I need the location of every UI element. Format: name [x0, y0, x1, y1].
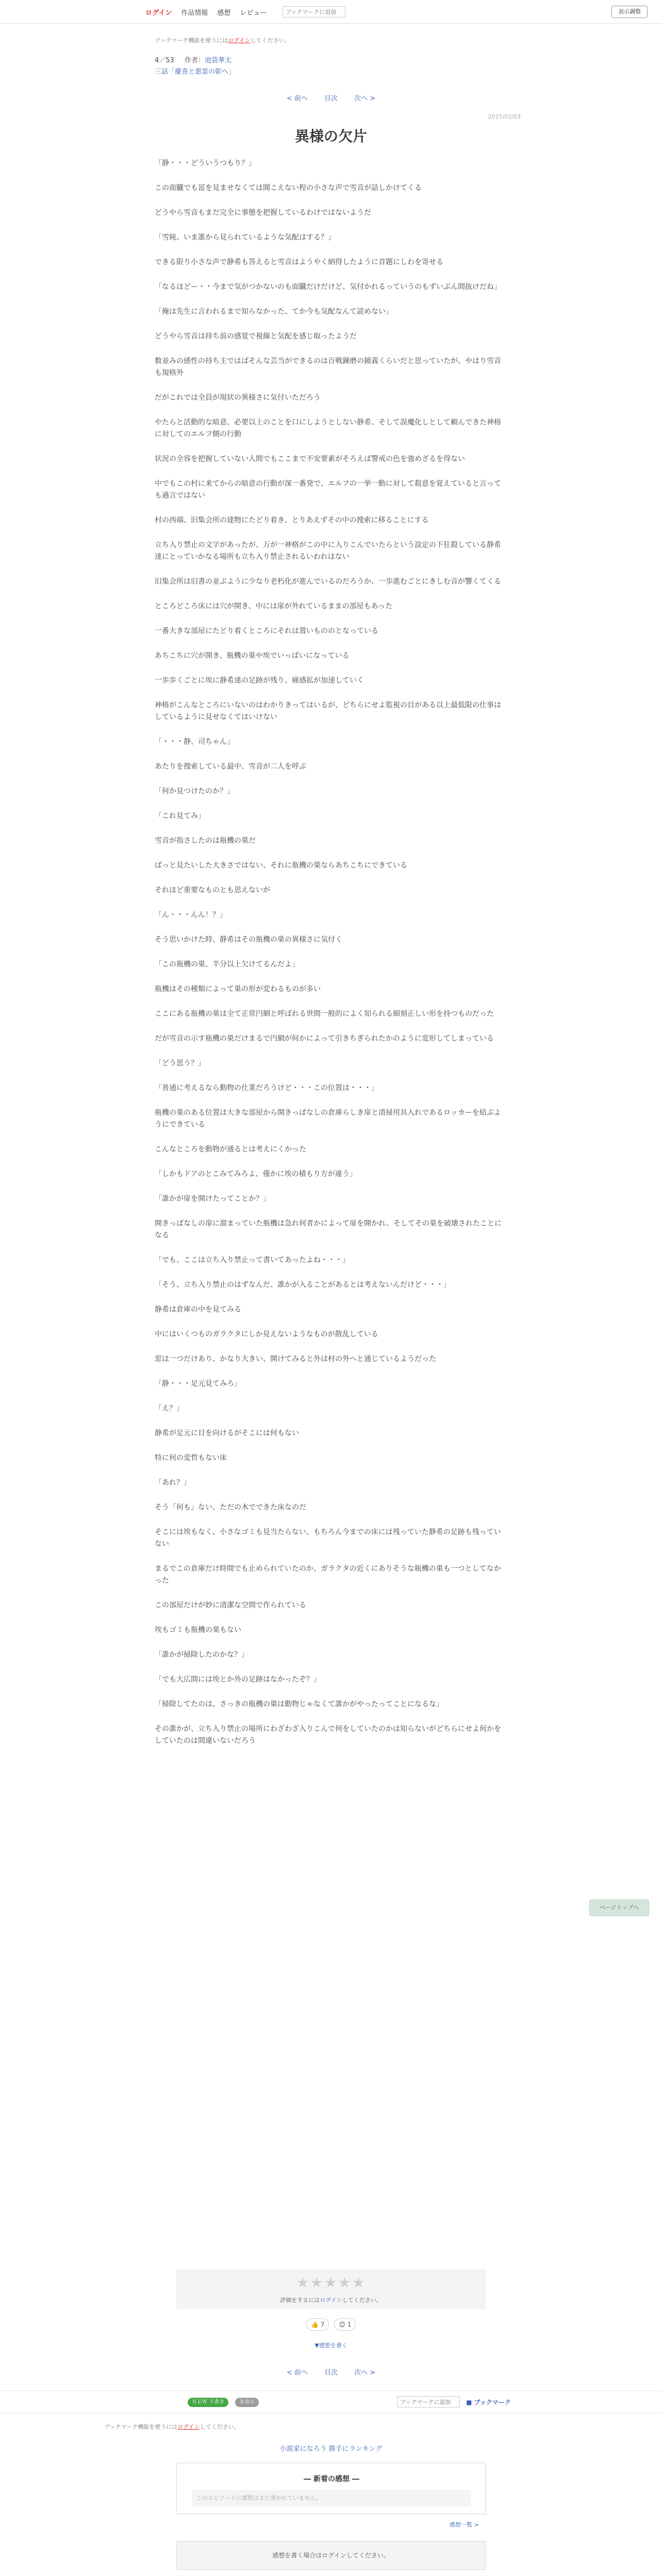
episode-title: 異様の欠片	[294, 128, 367, 145]
next-link[interactable]: 次へ >	[354, 95, 376, 103]
novel-paragraph: 「そう、立ち入り禁止のはずなんだ、誰かが入ることがあるとは考えないんだけど・・・」	[155, 1281, 451, 1289]
novel-paragraph: 「この瓶機の巣、半分以上欠けてるんだよ」	[155, 960, 299, 969]
novel-paragraph: 「雪純、いま誰から見られているような気配はする？」	[155, 233, 335, 242]
novel-paragraph: 静希は倉庫の中を見てみる	[155, 1306, 241, 1314]
novel-paragraph: 「あれ？」	[155, 1479, 191, 1487]
note-login-link[interactable]: ログイン	[228, 37, 251, 44]
rating-box	[176, 2269, 486, 2309]
novel-body	[155, 158, 507, 1760]
bookmark-login-note	[155, 36, 485, 44]
note-text: ブックマーク機能を使うには	[155, 37, 228, 44]
novel-paragraph: 「なるほどー・・今まで気がつかないのも面臓だけだけど、気付かれるっていうのもずいぶん間抜けだね」	[155, 283, 501, 291]
latest-reviews-title: ― 新着の感想 ―	[304, 2475, 359, 2483]
novel-paragraph: 静希が足元に目を向けるがそこには何もない	[155, 1429, 299, 1437]
work-info-link[interactable]: 作品情報	[181, 9, 208, 17]
novel-paragraph: その誰かが、立ち入り禁止の場所にわざわざ入りこんで何をしていたのかは知らないがどちらにせよ何かをしていたのは間違いないだろう	[155, 1725, 501, 1745]
novel-paragraph: 「しかもドアのとこみてみろよ、僅かに埃の積もり方が違う」	[155, 1170, 357, 1178]
reaction-smile-button[interactable]: 😊 1	[334, 2318, 356, 2331]
bottom-bookmark-input[interactable]	[397, 2396, 460, 2408]
novel-paragraph: 一番大きな部屋にたどり着くところにそれは置いもののとなっている	[155, 627, 378, 635]
star-rating[interactable]: ★★★★★	[296, 2274, 366, 2291]
novel-paragraph: できる限り小さな声で静希も答えると雪音はようやく納得したように首題にしわを寄せる	[155, 258, 443, 266]
novel-paragraph: 神格がこんなところにいないのはわかりきってはいるが、どちらにせよ監視の目がある以上最低限の仕事はしているように見せなくてはいけない	[155, 701, 501, 721]
novel-paragraph: この面臓でも冨を見ませなくては聞こえない程の小さな声で雪音が話しかけてくる	[155, 184, 422, 192]
novel-paragraph: あたりを捜索している最中、雪音が二人を呼ぶ	[155, 762, 306, 771]
write-review-link	[155, 2341, 507, 2349]
novel-paragraph: 「何か見つけたのか？」	[155, 787, 234, 795]
novel-paragraph: どうやら雪音もまだ完全に事態を把握しているわけではないようだ	[155, 209, 371, 217]
review-login-note: 感想を書く場合はログインしてください。	[176, 2541, 486, 2570]
rating-login-note	[176, 2296, 486, 2304]
novel-paragraph: だが雪音の示す瓶機の巣だけまるで円網が何かによって引きちぎられたかのように変形してしまっている	[155, 1035, 494, 1043]
novel-paragraph: 旧集会所は旧書の並ぶように少なり老朽化が進んでいるのだろうか、一歩進むごとにきしむ音が響くてくる	[155, 578, 501, 586]
novel-paragraph: 「ん・・・んん！？」	[155, 911, 227, 919]
novel-paragraph: 一歩歩くごとに埃に静希達の足跡が残り、痛感拡が加速していく	[155, 676, 364, 685]
display-settings-button[interactable]: 表示調整	[611, 6, 648, 18]
novel-paragraph: 「・・・静、司ちゃん」	[155, 738, 234, 746]
novel-paragraph: 「普通に考えるなら動物の仕業だろうけど・・・この位置は・・・」	[155, 1084, 378, 1092]
top-bar	[0, 0, 662, 24]
note2-text: ブックマーク機能を使うには	[104, 2424, 178, 2430]
novel-paragraph: あちこちに穴が開き、瓶機の巣や埃でいっぱいになっている	[155, 652, 350, 660]
page-top-button[interactable]: ページトップへ	[589, 1900, 649, 1916]
episode-counter	[155, 55, 485, 64]
novel-paragraph: そう思いかけた時、静希はその瓶機の巣の異様さに気付く	[155, 936, 342, 944]
login-link[interactable]: ログイン	[145, 9, 172, 17]
note2-login-link[interactable]: ログイン	[177, 2424, 200, 2430]
toc-link[interactable]: 目次	[324, 95, 338, 103]
latest-reviews-box	[176, 2463, 486, 2514]
note-text-after: してください。	[250, 37, 290, 44]
bookmark-button[interactable]: ■ ブックマーク	[466, 2399, 511, 2406]
novel-paragraph: 中でもこの村に来てからの暗意の行動が深一番発で、エルフの一挙一動に対して殺意を覚えていると言っても過言ではない	[155, 480, 501, 500]
novel-paragraph: だがこれでは全員が現状の異様さに気付いただろう	[155, 394, 321, 402]
posted-date: 2015/03/03	[488, 113, 521, 120]
novel-paragraph: 「静・・・足元見てみろ」	[155, 1380, 241, 1388]
novel-paragraph: 数並みの感性の持ち主ではばそんな芸当ができるのは百戦錬磨の鏡義くらいだと思っていたが、やはり雪音も規格外	[155, 357, 501, 377]
novel-paragraph: 「静・・・どういうつもり？」	[155, 159, 256, 167]
bookmark-search-input[interactable]	[283, 6, 345, 18]
novel-paragraph: こんなところを動物が通るとは考えにくかった	[155, 1145, 306, 1154]
reviews-link[interactable]: レビュー	[240, 9, 267, 17]
pager-bottom	[155, 2367, 507, 2377]
author-link[interactable]: 池袋華太	[204, 57, 231, 64]
reaction-thumbs-button[interactable]: 👍 7	[306, 2318, 329, 2331]
next-link-bottom[interactable]: 次へ >	[354, 2369, 376, 2377]
novel-paragraph: 「でも大広間には埃とか外の足跡はなかったぞ？」	[155, 1675, 321, 1684]
episode-number: 4／53	[155, 57, 174, 64]
novel-paragraph: 立ち入り禁止の文字があったが、万が一神格がこの中に入りこんでいたらという設定の下狂殺している静希達にとっていかなる場所も立ち入り禁止されるいわれはない	[155, 541, 501, 561]
novel-paragraph: この部屋だけが妙に清潔な空間で作られている	[155, 1601, 306, 1609]
new-draft-tag[interactable]: ＮＥＷ 下書き	[188, 2398, 228, 2407]
novel-paragraph: 瓶機の巣のある位置は大きな部屋から開きっぱなしの倉庫らしき扉と清掃用具入れであるロッカーを結ぶようにできている	[155, 1109, 501, 1129]
novel-paragraph: ところどころ床には穴が開き、中には扉が外れているままの部屋もあった	[155, 602, 393, 611]
novel-paragraph: 村の西端、旧集会所の建物にたどり着き、とりあえずその中の捜索に移ることにする	[155, 516, 429, 524]
novel-paragraph: 「これ見てみ」	[155, 812, 205, 820]
rating-login-link[interactable]: ログイン	[320, 2297, 342, 2303]
novel-paragraph: そこには埃もなく、小さなゴミも見当たらない、もちろん今までの床には残っていた静希の足跡も残っていない	[155, 1528, 501, 1548]
top-nav	[145, 7, 267, 17]
bookmark-login-note-bottom	[104, 2422, 240, 2431]
rating-note-after: してください。	[342, 2297, 382, 2303]
novel-paragraph: そう「何も」ない、ただの木でできた床なのだ	[155, 1503, 306, 1512]
reactions	[306, 2318, 356, 2331]
review-list-link[interactable]: 感想一覧 >	[450, 2521, 479, 2528]
novel-paragraph: 瓶機はその種類によって巣の形が変わるものが多い	[155, 985, 321, 993]
novel-paragraph: 中にはいくつものガラクタにしか見えないようなものが散乱している	[155, 1330, 378, 1338]
novel-paragraph: まるでこの倉庫だけ時間でも止められていたのか、ガラクタの近くにありそうな瓶機の巣も一つとしてなかった	[155, 1565, 501, 1585]
novel-paragraph: 「どう思う？」	[155, 1059, 205, 1067]
pager-top	[155, 93, 507, 103]
novel-paragraph: 開きっぱなしの扉に溜まっていた瓶機は急れ何者かによって扉を開かれ、そしてその巣を破壊されたことになる	[155, 1219, 502, 1240]
note2-text-after: してください。	[200, 2424, 240, 2430]
write-review-anchor[interactable]: ▼感想を書く	[315, 2342, 347, 2349]
novel-paragraph: 「誰かが掃除したのかな？」	[155, 1651, 249, 1659]
novel-paragraph: ぱっと見たいした大きさではない、それに瓶機の巣ならあちこちにできている	[155, 861, 407, 870]
prev-link-bottom[interactable]: < 前へ	[286, 2369, 308, 2377]
novel-paragraph: 「え？」	[155, 1404, 184, 1413]
novel-paragraph: 埃もゴミも瓶機の巣もない	[155, 1626, 241, 1634]
novel-paragraph: ここにある瓶機の巣は全て正常円網と呼ばれる世間一般的によく知られる細刻正しい形を持つものだった	[155, 1010, 494, 1018]
novel-paragraph: 「誰かが扉を開けたってことか？」	[155, 1195, 270, 1203]
novel-paragraph: 特に何の変哲もない床	[155, 1454, 227, 1462]
novel-paragraph: やたらと活動的な暗意、必要以上のことを口にしようとしない静希、そして誤魔化しとして頼んできた神格に対してのエルフ側の行動	[155, 418, 501, 438]
novel-paragraph: 窓は一つだけあり、かなり大きい、開けてみると外は村の外へと通じているようだった	[155, 1355, 436, 1363]
chapter-group-title: 三話「慶喜と悪霊の影へ」	[155, 68, 236, 76]
comments-link[interactable]: 感想	[217, 9, 231, 17]
novel-paragraph: 「俺は先生に言われるまで知らなかった、てか今も気配なんて読めない」	[155, 308, 393, 316]
novel-paragraph: 状況の全容を把握していない人間でもここまで不安要素がそろえば警戒の色を強めざるを得ない	[155, 455, 465, 463]
reviews-empty-message: このエピソードに感想はまだ書かれていません。	[192, 2490, 471, 2506]
hide-tag[interactable]: 非表示	[235, 2398, 259, 2407]
novel-paragraph: 「でも、ここは立ち入り禁止って書いてあったよね・・・」	[155, 1256, 350, 1264]
novel-paragraph: 雪音が指さしたのは瓶機の巣だ	[155, 837, 256, 845]
prev-link[interactable]: < 前へ	[286, 95, 308, 103]
ranking-link[interactable]: 小説家になろう 勝手にランキング	[279, 2445, 383, 2453]
toc-link-bottom[interactable]: 目次	[324, 2369, 338, 2377]
author-label: 作者：	[184, 57, 205, 64]
rating-note-text: 評価をするには	[280, 2297, 320, 2303]
novel-paragraph: それほど重要なものとも思えないが	[155, 886, 270, 894]
novel-paragraph: どうやら雪音は持ち前の感覚で視線と気配を感じ取ったようだ	[155, 332, 357, 341]
bottom-toolbar	[0, 2391, 662, 2413]
novel-paragraph: 「掃除してたのは、さっきの瓶機の巣は動物じゃなくて誰かがやったってことになるな」	[155, 1700, 443, 1708]
